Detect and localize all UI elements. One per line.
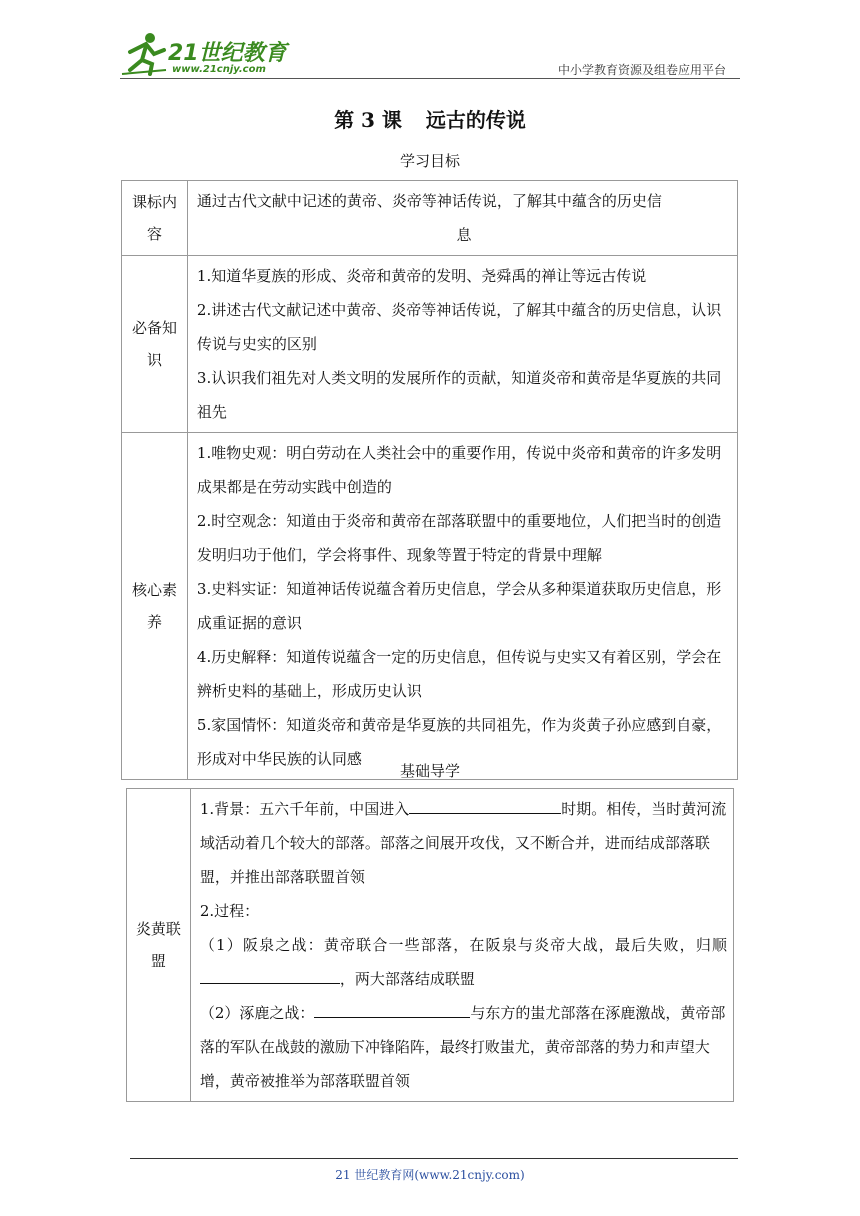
runner-logo-icon xyxy=(120,30,168,76)
label-line: 识 xyxy=(146,351,162,369)
list-item: 3.认识我们祖先对人类文明的发展所作的贡献，知道炎帝和黄帝是华夏族的共同祖先 xyxy=(196,369,722,421)
row-content xyxy=(187,433,737,780)
label-line: 核心素 xyxy=(131,581,177,599)
zhuolu-paragraph xyxy=(200,996,727,1098)
page-header xyxy=(120,30,740,82)
header-divider xyxy=(120,78,740,79)
paragraph-text: 1.背景：五六千年前，中国进入 xyxy=(199,800,410,818)
banquan-paragraph xyxy=(200,928,727,996)
footer-text: 21 世纪教育网(www.21cnjy.com) xyxy=(335,1168,525,1182)
row-label xyxy=(127,789,191,1102)
row-label xyxy=(122,433,188,780)
row-content xyxy=(187,181,737,256)
process-heading: 2.过程： xyxy=(199,902,260,920)
platform-name: 中小学教育资源及组卷应用平台 xyxy=(557,63,726,77)
list-item: 2.时空观念：知道由于炎帝和黄帝在部落联盟中的重要地位，人们把当时的创造发明归功于他们，学会将事件、现象等置于特定的背景中理解 xyxy=(196,512,722,564)
label-line: 盟 xyxy=(150,952,166,970)
fill-blank[interactable] xyxy=(314,999,470,1018)
list-item: 5.家国情怀：知道炎帝和黄帝是华夏族的共同祖先，作为炎黄子孙应感到自豪，形成对中华民族的认同感 xyxy=(196,716,722,768)
label-line: 养 xyxy=(146,613,162,631)
row-content xyxy=(190,789,733,1102)
lesson-title xyxy=(0,104,860,133)
learning-goals-table xyxy=(121,180,738,780)
lesson-number: 第 3 课 xyxy=(334,108,402,132)
fill-blank[interactable] xyxy=(200,965,340,984)
logo-url: www.21cnjy.com xyxy=(172,64,266,75)
site-logo xyxy=(120,30,300,80)
paragraph-text: 时期。相传，当时黄河流域活动着几个较大的部落。部落之间展开攻伐，又不断合并，进而结成部落联盟，并推出部落联盟首领 xyxy=(199,800,727,886)
list-item: 2.讲述古代文献记述中黄帝、炎帝等神话传说，了解其中蕴含的历史信息，认识传说与史实的区别 xyxy=(196,301,722,353)
table-row xyxy=(122,181,738,256)
table-row xyxy=(122,433,738,780)
background-paragraph xyxy=(200,792,727,894)
list-item: 1.知道华夏族的形成、炎帝和黄帝的发明、尧舜禹的禅让等远古传说 xyxy=(196,267,647,285)
study-guide-table xyxy=(126,788,734,1102)
section-heading-goals: 学习目标 xyxy=(399,152,460,170)
paragraph-text: 与东方的蚩尤部落在涿鹿激战，黄帝部落的军队在战鼓的激励下冲锋陷阵，最终打败蚩尤，黄帝部落的势力和声望大增，黄帝被推举为部落联盟首领 xyxy=(199,1004,726,1090)
list-item: 3.史料实证：知道神话传说蕴含着历史信息，学会从多种渠道获取历史信息，形成重证据的意识 xyxy=(196,580,722,632)
label-line: 炎黄联 xyxy=(135,920,181,938)
row-label xyxy=(122,181,188,256)
footer-divider xyxy=(130,1158,738,1159)
table-row xyxy=(122,256,738,433)
content-text: 通过古代文献中记述的黄帝、炎帝等神话传说，了解其中蕴含的历史信 xyxy=(196,192,662,210)
paragraph-text: ，两大部落结成联盟 xyxy=(339,970,475,988)
paragraph-text: （2）涿鹿之战： xyxy=(199,1004,315,1022)
content-text: 息 xyxy=(456,226,472,244)
section-heading-guide: 基础导学 xyxy=(399,762,460,780)
label-line: 课标内 xyxy=(131,193,177,211)
list-item: 4.历史解释：知道传说蕴含一定的历史信息，但传说与史实又有着区别，学会在辨析史料的基础上，形成历史认识 xyxy=(196,648,722,700)
label-line: 容 xyxy=(146,225,162,243)
fill-blank[interactable] xyxy=(409,795,561,814)
table-row xyxy=(127,789,734,1102)
row-content xyxy=(187,256,737,433)
row-label xyxy=(122,256,188,433)
lesson-name: 远古的传说 xyxy=(425,108,526,132)
paragraph-text: （1）阪泉之战：黄帝联合一些部落，在阪泉与炎帝大战，最后失败，归顺 xyxy=(199,936,727,954)
label-line: 必备知 xyxy=(131,319,177,337)
list-item: 1.唯物史观：明白劳动在人类社会中的重要作用，传说中炎帝和黄帝的许多发明成果都是在劳动实践中创造的 xyxy=(196,444,722,496)
logo-title: 21世纪教育 xyxy=(168,41,287,66)
